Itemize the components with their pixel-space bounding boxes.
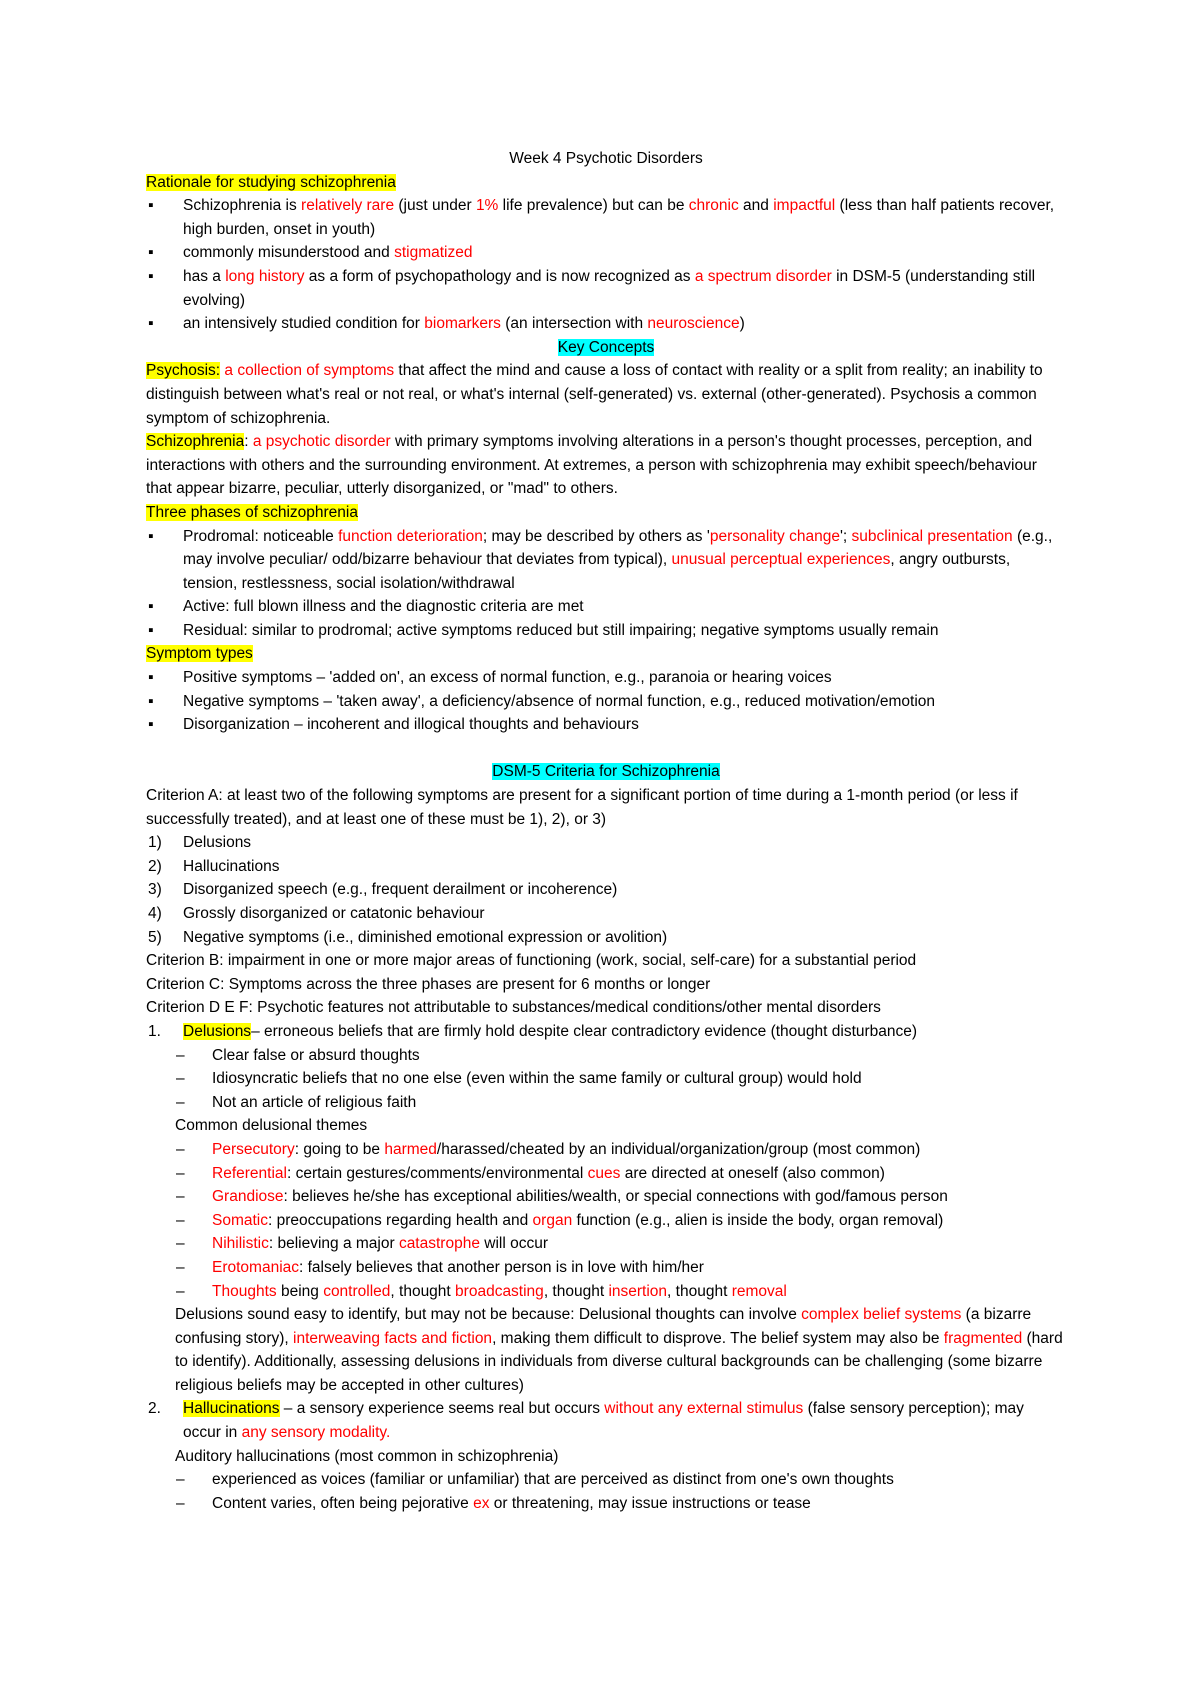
sub-list-item: [146, 1256, 1066, 1280]
sub-list-item: [146, 1185, 1066, 1209]
text-run: (false sensory perception); may occur in: [183, 1400, 1024, 1442]
text-run: being: [276, 1282, 324, 1300]
list-marker: ▪: [148, 692, 154, 710]
list-item: [146, 595, 1066, 619]
list-item: [146, 878, 1066, 902]
text-run: – 'added on', an excess of normal function, e.g., paranoia or hearing voices: [312, 669, 832, 687]
list-marker: ▪: [148, 267, 154, 285]
text-run: Prodromal: [183, 527, 255, 545]
emphasis-text: any sensory modality.: [241, 1424, 391, 1442]
list-item: [146, 265, 1066, 312]
highlighted-heading: Hallucinations: [183, 1400, 280, 1418]
emphasis-text: interweaving facts and fiction: [293, 1329, 493, 1347]
list-marker: –: [176, 1258, 185, 1276]
paragraph: [146, 760, 1066, 784]
paragraph: [146, 171, 1066, 195]
sub-list-item: [146, 1044, 1066, 1068]
text-run: as a form of psychopathology and is now recognized as: [304, 267, 695, 285]
emphasis-text: broadcasting: [455, 1282, 544, 1300]
text-run: , thought: [667, 1282, 732, 1300]
list-marker: –: [176, 1046, 185, 1064]
list-item: [146, 525, 1066, 596]
text-run: Delusions sound easy to identify, but may not be because:: [175, 1306, 575, 1324]
emphasis-text: fragmented: [943, 1329, 1023, 1347]
text-run: Negative symptoms: [183, 692, 320, 710]
list-item: [146, 926, 1066, 950]
blank-line: [146, 737, 1066, 761]
text-run: Negative symptoms (i.e., diminished emotional expression or avolition): [183, 928, 668, 946]
sub-list-item: [146, 1209, 1066, 1233]
emphasis-text: insertion: [608, 1282, 668, 1300]
text-run: (e.g., may involve peculiar/ odd/bizarre behaviour that deviates from typical),: [183, 527, 1053, 569]
list-marker: ▪: [148, 527, 154, 545]
highlighted-heading: Symptom types: [146, 645, 253, 663]
text-run: in DSM-5 (understanding still evolving): [183, 267, 1036, 309]
text-run: , making them difficult to disprove. The belief system may also be: [492, 1329, 944, 1347]
text-run: (less than half patients recover, high burden, onset in youth): [183, 197, 1055, 238]
sub-list-item: [146, 1232, 1066, 1256]
highlighted-heading: Key Concepts: [557, 338, 655, 356]
paragraph: [146, 359, 1066, 430]
emphasis-text: long history: [225, 267, 305, 285]
emphasis-text: harmed: [384, 1140, 437, 1158]
highlighted-heading: Three phases of schizophrenia: [146, 503, 358, 521]
text-run: Hallucinations: [183, 857, 280, 875]
text-run: : certain gestures/comments/environmental: [286, 1164, 588, 1182]
text-run: Disorganization: [183, 716, 290, 734]
text-run: – incoherent and illogical thoughts and behaviours: [289, 716, 639, 734]
highlighted-heading: Delusions: [183, 1022, 252, 1040]
text-run: Common delusional themes: [175, 1117, 368, 1135]
text-run: (a bizarre confusing story),: [175, 1306, 1032, 1347]
list-item: [146, 831, 1066, 855]
sub-list-item: [146, 1091, 1066, 1115]
sub-list-item: [146, 1162, 1066, 1186]
list-item: [146, 241, 1066, 265]
list-marker: 4): [148, 905, 162, 922]
text-run: will occur: [479, 1235, 548, 1253]
text-run: /harassed/cheated by an individual/organization/group (most common): [436, 1140, 921, 1158]
emphasis-text: 1%: [475, 197, 499, 215]
emphasis-text: Somatic: [212, 1211, 268, 1229]
list-marker: 1.: [148, 1022, 161, 1040]
emphasis-text: without any external stimulus: [604, 1400, 804, 1418]
text-run: ';: [839, 527, 852, 545]
text-run: and: [738, 197, 774, 215]
text-run: : believing a major: [268, 1235, 399, 1253]
text-run: experienced as voices (familiar or unfamiliar) that are perceived as distinct from one's own thoughts: [212, 1471, 894, 1489]
sub-list-item: [146, 1468, 1066, 1492]
paragraph: [146, 430, 1066, 501]
text-run: at least two of the following symptoms are present for a significant portion of time during a 1-month period (or less if successfully treated), and at least one of these must be 1), 2), or 3): [146, 787, 1018, 828]
text-run: (most common in schizophrenia): [330, 1447, 559, 1465]
list-marker: 2.: [148, 1400, 161, 1418]
emphasis-text: chronic: [688, 197, 739, 215]
list-marker: –: [176, 1282, 185, 1300]
text-run: : falsely believes that another person is in love with him/her: [299, 1258, 704, 1276]
emphasis-text: a spectrum disorder: [694, 267, 832, 285]
sub-list-item: [146, 1138, 1066, 1162]
emphasis-text: impactful: [773, 197, 836, 215]
list-marker: ▪: [148, 669, 154, 687]
list-item: [146, 855, 1066, 879]
text-run: , thought: [543, 1282, 609, 1300]
highlighted-heading: Schizophrenia: [146, 433, 245, 451]
emphasis-text: relatively rare: [301, 197, 395, 215]
emphasis-text: organ: [532, 1211, 573, 1229]
emphasis-text: ex: [473, 1494, 490, 1512]
text-run: are directed at oneself (also common): [620, 1164, 885, 1182]
list-item: [146, 902, 1066, 926]
list-item: [146, 312, 1066, 336]
text-run: : preoccupations regarding health and: [268, 1211, 533, 1229]
paragraph: [146, 784, 1066, 831]
text-run: Delusions: [183, 834, 252, 852]
text-run: Content varies, often being pejorative: [212, 1494, 474, 1512]
text-run: : going to be: [294, 1140, 385, 1158]
list-marker: ▪: [148, 315, 154, 333]
list-marker: 5): [148, 928, 162, 946]
text-run: commonly misunderstood and: [183, 244, 395, 262]
paragraph: [146, 949, 1066, 973]
text-run: function (e.g., alien is inside the body, organ removal): [572, 1211, 944, 1229]
list-item: [146, 194, 1066, 241]
text-run: or threatening, may issue instructions or tease: [489, 1494, 811, 1512]
emphasis-text: Nihilistic: [212, 1235, 269, 1253]
paragraph: [146, 1114, 1066, 1138]
paragraph: [146, 147, 1066, 171]
text-run: : noticeable: [254, 527, 339, 545]
list-marker: –: [176, 1235, 185, 1253]
emphasis-text: a collection of symptoms: [224, 362, 395, 380]
text-run: that affect the mind and cause a loss of contact with reality or a split from reality; an inability to distinguish between what's real or not real, or what's internal (self-generated) vs. external (other-generated). Psychosis a common symptom of schizophrenia.: [146, 362, 1043, 427]
paragraph: [146, 1445, 1066, 1469]
text-run: Grossly disorganized or catatonic behaviour: [183, 905, 485, 922]
text-run: – erroneous beliefs that are firmly hold despite clear contradictory evidence (thought disturbance): [251, 1022, 918, 1040]
emphasis-text: Erotomaniac: [212, 1258, 300, 1276]
list-marker: ▪: [148, 716, 154, 734]
list-marker: 2): [148, 857, 162, 875]
list-marker: –: [176, 1494, 185, 1512]
text-run: ): [739, 315, 745, 333]
emphasis-text: Grandiose: [212, 1188, 284, 1206]
emphasis-text: biomarkers: [424, 315, 501, 333]
text-run: life prevalence) but can be: [498, 197, 689, 215]
text-run: Positive symptoms: [183, 669, 313, 687]
list-marker: 3): [148, 881, 162, 899]
list-marker: –: [176, 1471, 185, 1489]
emphasis-text: cues: [587, 1164, 621, 1182]
paragraph: [146, 973, 1066, 997]
text-run: , thought: [390, 1282, 456, 1300]
text-run: with primary symptoms involving alterations in a person's thought processes, perception, and interactions with others and the surrounding environment. At extremes, a person with schizophrenia may exhibit speech/behaviour that appear bizarre, peculiar, utterly disorganized, or "mad" to others.: [146, 433, 1037, 498]
sub-list-item: [146, 1280, 1066, 1304]
emphasis-text: subclinical presentation: [851, 527, 1013, 545]
list-marker: –: [176, 1140, 185, 1158]
text-run: Clear false or absurd thoughts: [212, 1046, 420, 1064]
list-marker: –: [176, 1211, 185, 1229]
text-run: – a sensory experience seems real but occurs: [279, 1400, 605, 1418]
list-item: [146, 619, 1066, 643]
list-marker: ▪: [148, 197, 154, 215]
paragraph: [146, 1303, 1066, 1397]
list-item: [146, 1020, 1066, 1044]
text-run: Criterion A:: [146, 787, 223, 805]
text-run: Criterion C:: [146, 975, 225, 993]
emphasis-text: unusual perceptual experiences: [671, 551, 891, 569]
text-run: ; may be described by others as ': [482, 527, 710, 545]
text-run: impairment in one or more major areas of functioning (work, social, self-care) for a substantial period: [223, 952, 917, 970]
text-run: Schizophrenia is: [183, 197, 302, 215]
text-run: (just under: [394, 197, 476, 215]
text-run: (an intersection with: [500, 315, 648, 333]
text-run: : full blown illness and the diagnostic criteria are met: [225, 598, 584, 616]
text-run: an intensively studied condition for: [183, 315, 425, 333]
text-run: Not an article of religious faith: [212, 1093, 417, 1111]
paragraph: [146, 996, 1066, 1020]
text-run: Psychotic features not attributable to substances/medical conditions/other mental disorders: [252, 999, 881, 1017]
list-item: [146, 690, 1066, 714]
highlighted-heading: Psychosis:: [146, 362, 221, 380]
emphasis-text: stigmatized: [394, 244, 473, 262]
emphasis-text: personality change: [709, 527, 840, 545]
paragraph: [146, 501, 1066, 525]
emphasis-text: function deterioration: [338, 527, 483, 545]
list-marker: –: [176, 1070, 185, 1088]
text-run: Idiosyncratic beliefs that no one else (even within the same family or cultural group) would hold: [212, 1070, 862, 1088]
text-run: : similar to prodromal; active symptoms reduced but still impairing; negative symptoms usually remain: [243, 621, 939, 639]
text-run: Criterion D E F:: [146, 999, 253, 1017]
list-item: [146, 666, 1066, 690]
text-run: (hard to identify). Additionally, assessing delusions in individuals from diverse cultural backgrounds can be challenging (some bizarre religious beliefs may be accepted in other cultures): [175, 1329, 1063, 1394]
list-marker: –: [176, 1164, 185, 1182]
emphasis-text: complex belief systems: [801, 1306, 962, 1324]
text-run: Auditory hallucinations: [175, 1447, 331, 1465]
paragraph: [146, 642, 1066, 666]
emphasis-text: neuroscience: [647, 315, 740, 333]
emphasis-text: catastrophe: [398, 1235, 480, 1253]
text-run: Disorganized speech (e.g., frequent derailment or incoherence): [183, 881, 618, 899]
highlighted-heading: DSM-5 Criteria for Schizophrenia: [492, 763, 720, 781]
list-marker: ▪: [148, 621, 154, 639]
emphasis-text: Thoughts: [212, 1282, 277, 1300]
list-marker: ▪: [148, 244, 154, 262]
list-marker: ▪: [148, 598, 154, 616]
list-item: [146, 1397, 1066, 1444]
list-marker: –: [176, 1188, 185, 1206]
text-run: Delusional thoughts can involve: [574, 1306, 802, 1324]
emphasis-text: a psychotic disorder: [252, 433, 391, 451]
list-marker: 1): [148, 834, 162, 852]
list-item: [146, 713, 1066, 737]
text-run: Active: [183, 598, 226, 616]
sub-list-item: [146, 1492, 1066, 1516]
emphasis-text: Referential: [212, 1164, 287, 1182]
text-run: , angry outbursts, tension, restlessness, social isolation/withdrawal: [183, 551, 1011, 592]
text-run: has a: [183, 267, 226, 285]
text-run: :: [244, 433, 253, 451]
text-run: Symptoms across the three phases are present for 6 months or longer: [224, 975, 711, 993]
sub-list-item: [146, 1067, 1066, 1091]
highlighted-heading: Rationale for studying schizophrenia: [146, 173, 396, 191]
text-run: Criterion B:: [146, 952, 224, 970]
text-run: – 'taken away', a deficiency/absence of normal function, e.g., reduced motivation/emotion: [319, 692, 936, 710]
paragraph: [146, 336, 1066, 360]
emphasis-text: removal: [731, 1282, 787, 1300]
document-page: [146, 147, 1066, 1515]
list-marker: –: [176, 1093, 185, 1111]
text-run: Residual: [183, 621, 244, 639]
text-run: Week 4 Psychotic Disorders: [509, 150, 703, 167]
text-run: : believes he/she has exceptional abilities/wealth, or special connections with god/famous person: [283, 1188, 948, 1206]
emphasis-text: controlled: [323, 1282, 391, 1300]
emphasis-text: Persecutory: [212, 1140, 295, 1158]
